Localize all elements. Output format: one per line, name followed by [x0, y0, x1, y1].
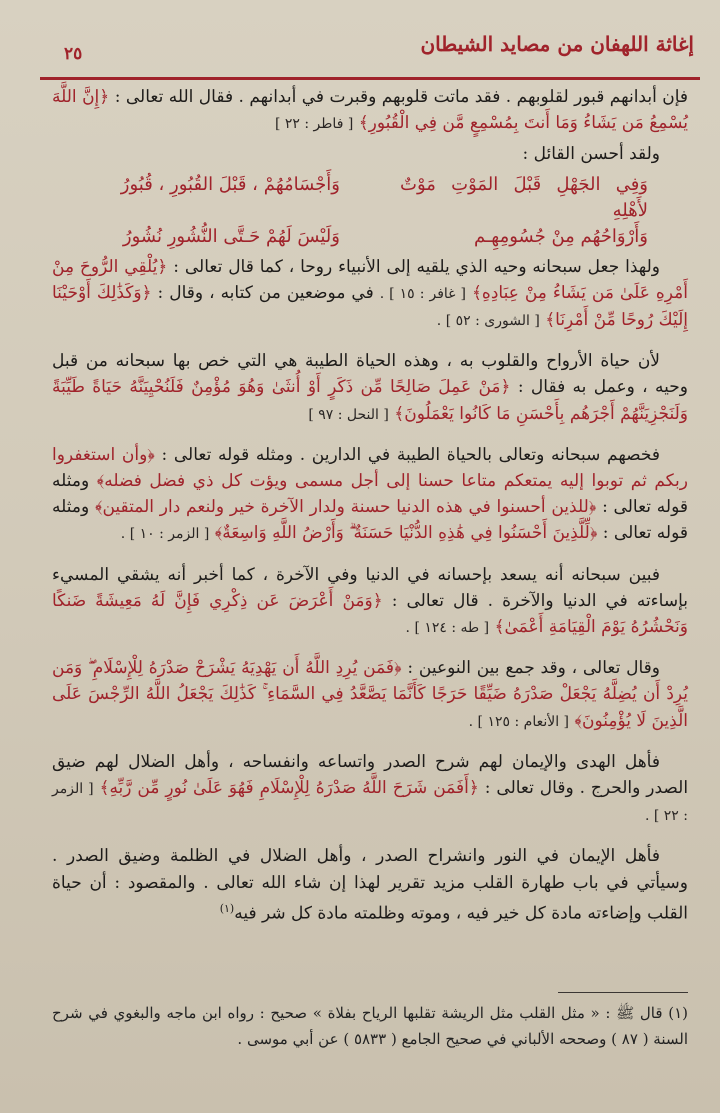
text-span: لأن حياة الأرواح والقلوب به ، وهذه الحياة الطيبة هي التي خص بها سبحانه من قبل وحيه ، وعمل به فقال :: [52, 351, 689, 398]
paragraph-8: [52, 749, 688, 830]
spacer: [52, 645, 688, 655]
verse-reference: [ الأنعام : ١٢٥ ] .: [468, 713, 570, 730]
quran-quote: ﴿فَمَن يُرِدِ اللَّهُ أَن يَهْدِيَهُ يَشْرَحْ صَدْرَهُ لِلْإِسْلَامِ ۖ وَمَن يُرِدْ أَن يُضِلَّهُ يَجْعَلْ صَدْرَهُ ضَيِّقًا حَرَجًا كَأَنَّمَا يَصَّعَّدُ فِي السَّمَاءِ ۚ كَذَٰلِكَ يَجْعَلُ اللَّهُ الرِّجْسَ عَلَى الَّذِينَ لَا يُؤْمِنُونَ﴾: [52, 658, 688, 731]
footnote: (١) قال ﷺ : « مثل القلب مثل الريشة تقلبها الرياح بفلاة » صحيح : رواه ابن ماجه والبغوي في شرح السنة ( ٨٧ ) وصححه الألباني في صحيح الجامع ( ٥٨٣٣ ) عن أبي موسى .: [52, 1004, 688, 1048]
paragraph-5: [52, 442, 688, 548]
text-span: ولهذا جعل سبحانه وحيه الذي يلقيه إلى الأنبياء روحا ، كما قال تعالى :: [173, 256, 660, 277]
paragraph-7: [52, 655, 688, 735]
header-title: إغاثة اللهفان من مصايد الشيطان: [420, 32, 694, 56]
verse-reference: [ الزمر : ٢٢ ] .: [52, 781, 688, 825]
spacer: [52, 338, 688, 348]
poem-line: وَلَيْسَ لَهُمْ حَـتَّى النُّشُورِ نُشُورُ: [122, 225, 340, 247]
quran-quote: ﴿وأن استغفروا ربكم ثم توبوا إليه يمتعكم متاعا حسنا إلى أجل مسمى ويؤت كل ذي فضل فضله﴾: [52, 444, 689, 492]
running-header: [40, 28, 700, 68]
verse-reference: [ فاطر : ٢٢ ]: [274, 116, 354, 133]
page-number: ٢٥: [64, 44, 83, 64]
quran-quote: ﴿وَكَذَٰلِكَ أَوْحَيْنَا إِلَيْكَ رُوحًا مِّنْ أَمْرِنَا﴾: [52, 282, 688, 331]
text-span: فأهل الإيمان في النور وانشراح الصدر ، وأهل الضلال في الظلمة وضيق الصدر . وسيأتي في باب طهارة القلب مزيد تقرير لهذا إن شاء الله تعالى . والمقصود : أن حياة القلب وإضاءته مادة كل خير فيه ، وموته وظلمته مادة كل شر فيه: [52, 846, 688, 924]
paragraph-3: [52, 254, 688, 335]
text-span: فإن أبدانهم قبور لقلوبهم . فقد ماتت قلوبهم وقبرت في أبدانهم . فقال الله تعالى :: [114, 87, 689, 107]
text-span: فخصهم سبحانه وتعالى بالحياة الطيبة في الدارين . ومثله قوله تعالى :: [161, 444, 661, 465]
quran-quote: ﴿لِّلَّذِينَ أَحْسَنُوا فِي هَٰذِهِ الدُّنْيَا حَسَنَةٌ ۗ وَأَرْضُ اللَّهِ وَاسِعَةٌ﴾: [214, 523, 598, 544]
paragraph-1: [52, 84, 688, 137]
poem: [92, 172, 648, 250]
text-span: فبين سبحانه أنه يسعد بإحسانه في الدنيا وفي الآخرة ، كما أخبر أنه يشقي المسيء بإساءته في الدنيا والآخرة . قال تعالى :: [52, 564, 689, 611]
spacer: [52, 739, 688, 749]
quran-quote: ﴿أَفَمَن شَرَحَ اللَّهُ صَدْرَهُ لِلْإِسْلَامِ فَهُوَ عَلَىٰ نُورٍ مِّن رَّبِّهِ﴾: [99, 778, 479, 799]
poem-line: وَأَرْوَاحُهُم مِنْ جُسُومِهِـم: [474, 225, 648, 247]
quran-quote: ﴿وَمَنْ أَعْرَضَ عَن ذِكْرِي فَإِنَّ لَهُ مَعِيشَةً ضَنكًا وَنَحْشُرُهُ يَوْمَ الْقِيَامَةِ أَعْمَىٰ﴾: [52, 590, 688, 638]
verse-reference: [ الشورى : ٥٢ ] .: [436, 313, 540, 330]
verse-reference: [ الزمر : ١٠ ] .: [120, 526, 210, 543]
verse-reference: [ النحل : ٩٧ ]: [308, 406, 389, 423]
verse-reference: [ غافر : ١٥ ] .: [379, 285, 466, 302]
quran-quote: ﴿مَنْ عَمِلَ صَالِحًا مِّن ذَكَرٍ أَوْ أُنثَىٰ وَهُوَ مُؤْمِنٌ فَلَنُحْيِيَنَّهُ حَيَاةً طَيِّبَةً وَلَنَجْزِيَنَّهُمْ أَجْرَهُم بِأَحْسَنِ مَا كَانُوا يَعْمَلُونَ﴾: [52, 377, 688, 424]
quran-quote: ﴿يُلْقِي الرُّوحَ مِنْ أَمْرِهِ عَلَىٰ مَن يَشَاءُ مِنْ عِبَادِهِ﴾: [52, 256, 688, 303]
paragraph-2: [52, 141, 688, 167]
paragraph-4: [52, 348, 688, 428]
paragraph-6: [52, 562, 688, 642]
footnote-marker[interactable]: (١): [219, 901, 235, 915]
main-text: [52, 84, 688, 931]
text-span: في موضعين من كتابه ، وقال :: [157, 282, 374, 303]
poem-line: وَأَجْسَامُهُمْ ، قَبْلَ القُبُورِ ، قُبُورُ: [120, 173, 340, 195]
text-span: ولقد أحسن القائل :: [522, 144, 660, 165]
paragraph-9: [52, 843, 688, 926]
text-span: فأهل الهدى والإيمان لهم شرح الصدر واتساعه وانفساحه ، وأهل الضلال لهم ضيق الصدر والحرج . وقال تعالى :: [52, 751, 689, 799]
footnote-rule: [558, 992, 688, 993]
spacer: [52, 552, 688, 562]
text-span: ومثله قوله تعالى :: [52, 497, 688, 544]
spacer: [52, 833, 688, 843]
quran-quote: ﴿إِنَّ اللَّهَ يُسْمِعُ مَن يَشَاءُ وَمَا أَنتَ بِمُسْمِعٍ مَّن فِي الْقُبُورِ﴾: [52, 87, 688, 134]
verse-reference: [ طه : ١٢٤ ] .: [405, 620, 490, 637]
poem-line: وَفِي الجَهْلِ قَبْلَ المَوْتِ مَوْتٌ لأَهْلِهِ: [400, 173, 648, 221]
text-span: ومثله قوله تعالى :: [52, 471, 688, 518]
text-span: وقال تعالى ، وقد جمع بين النوعين :: [407, 658, 660, 679]
quran-quote: ﴿للذين أحسنوا في هذه الدنيا حسنة ولدار الآخرة خير ولنعم دار المتقين﴾: [94, 497, 597, 518]
header-rule: [40, 77, 700, 80]
spacer: [52, 432, 688, 442]
